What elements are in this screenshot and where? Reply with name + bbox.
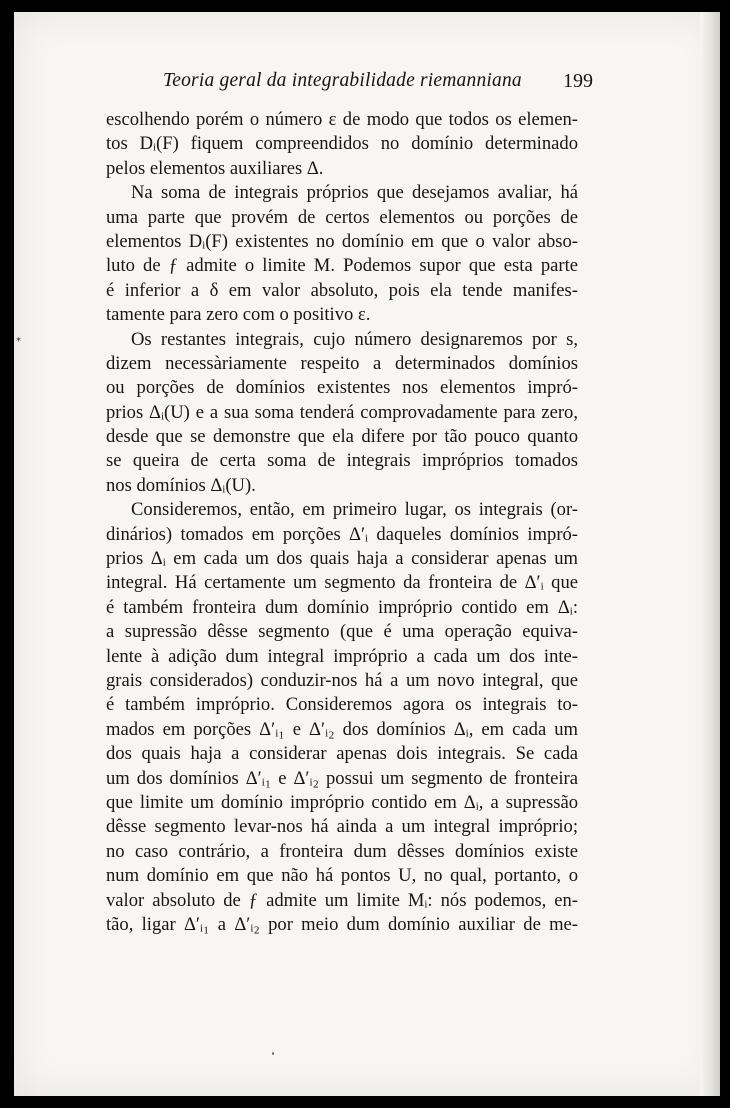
text-line: a supressão dêsse segmento (que é uma operação equiva-	[106, 621, 578, 643]
text-line: dinários) tomados em porções Δ′ᵢ daqueles domínios impró-	[106, 523, 578, 545]
text-line: dêsse segmento levar-nos há ainda a um integral impróprio;	[106, 816, 578, 838]
text-line: num domínio em que não há pontos U, no qual, portanto, o	[106, 865, 578, 887]
page-header	[163, 70, 593, 100]
text-line: tos Dᵢ(F) fiquem compreendidos no domínio determinado	[106, 133, 578, 155]
text-line: integral. Há certamente um segmento da fronteira de Δ′ᵢ que	[106, 572, 578, 594]
running-title: Teoria geral da integrabilidade riemanniana	[163, 70, 522, 91]
body-text	[106, 108, 578, 937]
text-line: mados em porções Δ′ᵢ₁ e Δ′ᵢ₂ dos domínios Δᵢ, em cada um	[106, 718, 578, 740]
text-line: é também impróprio. Consideremos agora os integrais to-	[106, 694, 578, 716]
text-line: um dos domínios Δ′ᵢ₁ e Δ′ᵢ₂ possui um segmento de fronteira	[106, 767, 578, 789]
text-line: Os restantes integrais, cujo número designaremos por s,	[131, 328, 578, 350]
text-line: é também fronteira dum domínio impróprio contido em Δᵢ:	[106, 596, 578, 618]
text-line: desde que se demonstre que ela difere por tão pouco quanto	[106, 426, 578, 448]
text-line: dizem necessàriamente respeito a determinados domínios	[106, 352, 578, 374]
text-line: é inferior a δ em valor absoluto, pois ela tende manifes-	[106, 279, 578, 301]
text-line: se queira de certa soma de integrais impróprios tomados	[106, 450, 578, 472]
text-line: que limite um domínio impróprio contido em Δᵢ, a supressão	[106, 791, 578, 813]
text-line: pelos elementos auxiliares Δ.	[106, 157, 324, 179]
text-line: elementos Dᵢ(F) existentes no domínio em que o valor abso-	[106, 230, 578, 252]
margin-mark: *	[16, 336, 21, 347]
text-line: lente à adição dum integral impróprio a cada um dos inte-	[106, 645, 578, 667]
text-line: prios Δᵢ(U) e a sua soma tenderá comprovadamente para zero,	[106, 401, 578, 423]
text-line: nos domínios Δᵢ(U).	[106, 474, 256, 496]
text-line: tamente para zero com o positivo ε.	[106, 304, 371, 326]
page-edge-shadow	[700, 12, 720, 1096]
text-line: luto de ƒ admite o limite M. Podemos supor que esta parte	[106, 255, 578, 277]
text-line: dos quais haja a considerar apenas dois integrais. Se cada	[106, 743, 578, 765]
text-line: uma parte que provém de certos elementos ou porções de	[106, 206, 578, 228]
text-line: valor absoluto de ƒ admite um limite Mᵢ: nós podemos, en-	[106, 889, 578, 911]
text-line: Na soma de integrais próprios que desejamos avaliar, há	[131, 182, 578, 204]
page-number: 199	[563, 70, 593, 92]
text-line: ou porções de domínios existentes nos elementos impró-	[106, 377, 578, 399]
text-line: grais considerados) conduzir-nos há a um novo integral, que	[106, 669, 578, 691]
text-line: no caso contrário, a fronteira dum dêsses domínios existe	[106, 840, 578, 862]
paper-speck	[272, 1052, 274, 1055]
text-line: Consideremos, então, em primeiro lugar, os integrais (or-	[131, 499, 578, 521]
text-line: escolhendo porém o número ε de modo que todos os elemen-	[106, 109, 578, 130]
text-line: tão, ligar Δ′ᵢ₁ a Δ′ᵢ₂ por meio dum domínio auxiliar de me-	[106, 913, 578, 935]
text-line: prios Δᵢ em cada um dos quais haja a considerar apenas um	[106, 548, 578, 570]
